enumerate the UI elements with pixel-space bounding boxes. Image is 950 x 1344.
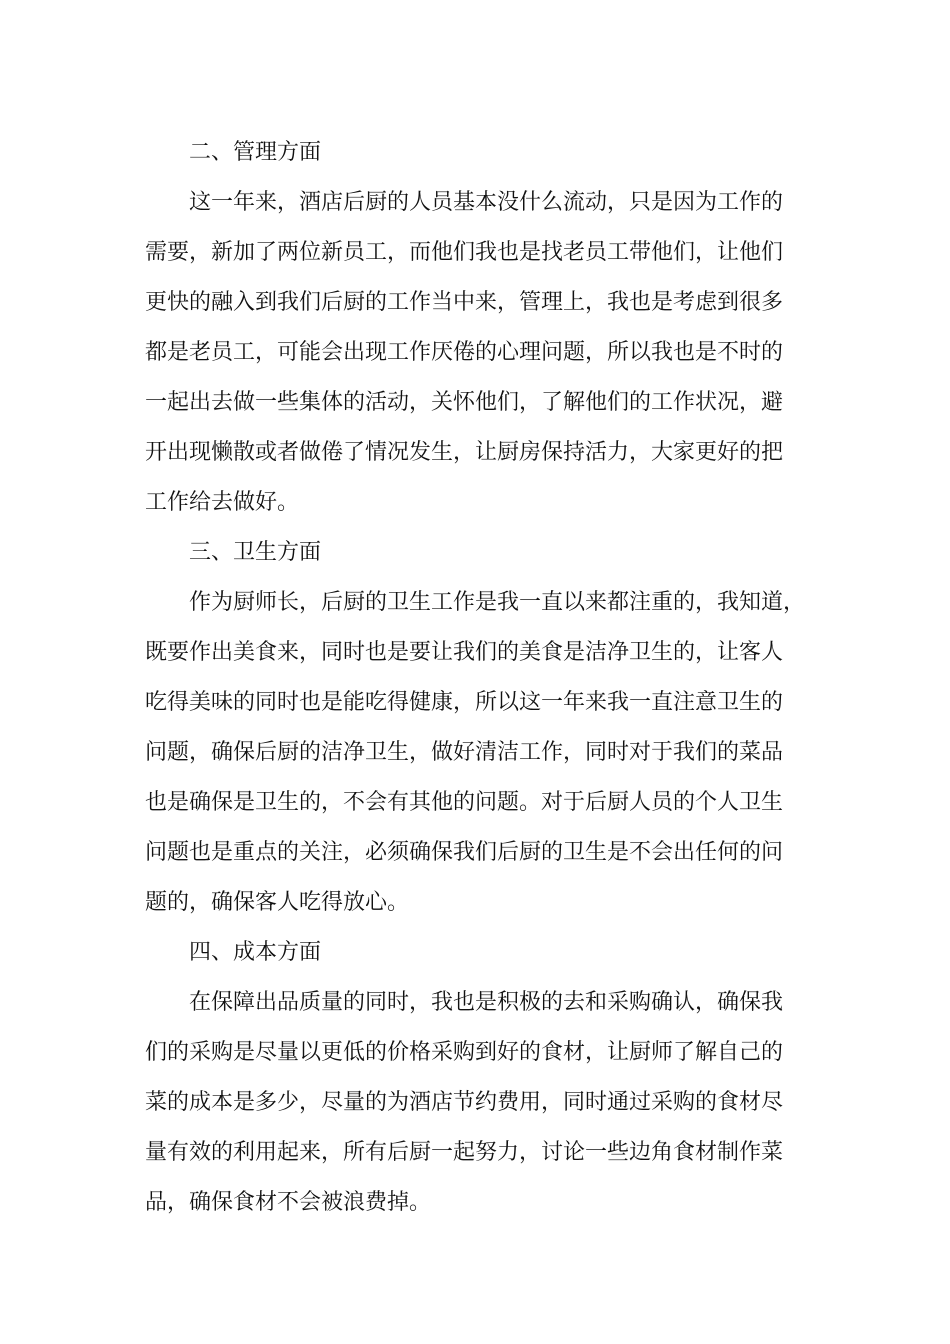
paragraph-line: 也是确保是卫生的，不会有其他的问题。对于后厨人员的个人卫生 [145, 790, 784, 815]
section-heading: 二、管理方面 [189, 140, 322, 165]
paragraph-line: 工作给去做好。 [145, 490, 300, 515]
paragraph-line: 更快的融入到我们后厨的工作当中来，管理上，我也是考虑到很多 [145, 290, 784, 315]
paragraph-line: 吃得美味的同时也是能吃得健康，所以这一年来我一直注意卫生的 [145, 690, 784, 715]
paragraph-line: 开出现懒散或者做倦了情况发生，让厨房保持活力，大家更好的把 [145, 440, 784, 465]
paragraph-line: 问题也是重点的关注，必须确保我们后厨的卫生是不会出任何的问 [145, 840, 784, 865]
paragraph-line: 需要，新加了两位新员工，而他们我也是找老员工带他们，让他们 [145, 240, 784, 265]
paragraph-line: 这一年来，酒店后厨的人员基本没什么流动，只是因为工作的 [189, 190, 784, 215]
paragraph-line: 题的，确保客人吃得放心。 [145, 890, 410, 915]
paragraph-line: 问题，确保后厨的洁净卫生，做好清洁工作，同时对于我们的菜品 [145, 740, 784, 765]
paragraph-line: 品，确保食材不会被浪费掉。 [145, 1190, 432, 1215]
paragraph-line: 量有效的利用起来，所有后厨一起努力，讨论一些边角食材制作菜 [145, 1140, 784, 1165]
paragraph-line: 在保障出品质量的同时，我也是积极的去和采购确认，确保我 [189, 990, 784, 1015]
section-heading: 四、成本方面 [189, 940, 322, 965]
document-body [145, 128, 810, 1228]
paragraph-line: 菜的成本是多少，尽量的为酒店节约费用，同时通过采购的食材尽 [145, 1090, 784, 1115]
paragraph-line: 们的采购是尽量以更低的价格采购到好的食材，让厨师了解自己的 [145, 1040, 784, 1065]
paragraph-line: 一起出去做一些集体的活动，关怀他们，了解他们的工作状况，避 [145, 390, 784, 415]
paragraph-line: 既要作出美食来，同时也是要让我们的美食是洁净卫生的，让客人 [145, 640, 784, 665]
paragraph-line: 作为厨师长，后厨的卫生工作是我一直以来都注重的，我知道， [189, 590, 806, 615]
paragraph-line: 都是老员工，可能会出现工作厌倦的心理问题，所以我也是不时的 [145, 340, 784, 365]
section-heading: 三、卫生方面 [189, 540, 322, 565]
